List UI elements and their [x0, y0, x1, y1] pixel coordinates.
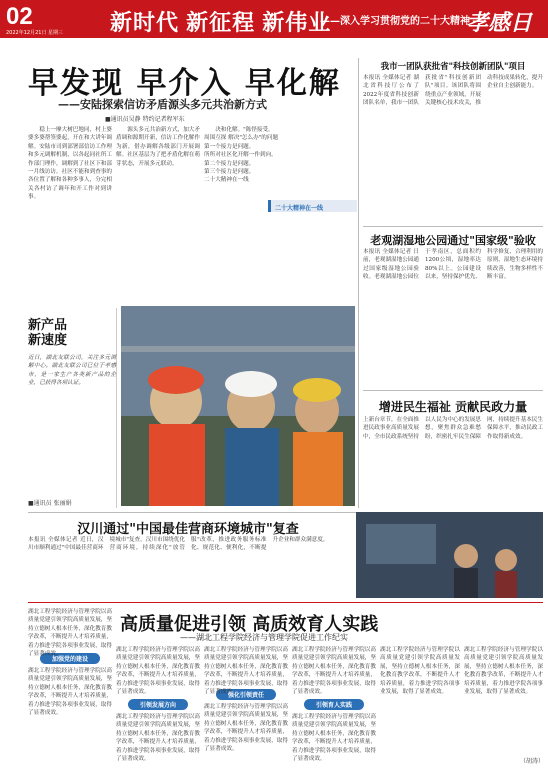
article6-col1b-text: 湖北工程学院经济与管理学院以高质量党建引领学院高质量发展，坚持立德树人根本任务，深化教育教学改革，不断提升人才培养质量，着力推进学院各项事业发展，取得了显著成效。	[28, 668, 112, 717]
article3-headline: 老观湖湿地公园通过"国家级"验收	[370, 234, 536, 247]
article5-text: 本报讯 全媒体记者 近日，汉川市顺利通过"中国最佳营商环境城市"复查。汉川市围绕优化营商环境，持续深化"放管服"改革，推进政务服务标准化、规范化、便利化，不断提升企业和群众满意度。	[28, 537, 329, 552]
newspaper-brand: 孝感日报	[466, 10, 533, 66]
section-label-2: 引领发展方向	[128, 699, 188, 710]
masthead-slogan: 新时代 新征程 新伟业	[110, 10, 332, 35]
article6-col2-text: 湖北工程学院经济与管理学院以高质量党建引领学院高质量发展，坚持立德树人根本任务，深化教育教学改革，不断提升人才培养质量，着力推进学院各项事业发展，取得了显著成效。	[116, 647, 200, 696]
divider-line	[28, 602, 543, 603]
article6-col2	[116, 646, 200, 773]
lead-column-3-text: 决和化解。"陈怪接受。 周围互探 解决"怎么办"的问题 第一个接力是问题。 所所对社区化开解一作到向。 第二个接力是问题。 第三个接力是问题。 二十大精神在一线	[204, 127, 279, 184]
lead-photo	[121, 306, 355, 506]
article5-photo	[356, 512, 543, 598]
workers-illustration	[121, 306, 355, 506]
article6-subheadline: ——湖北工程学院经济与管理学院促进工作纪实	[180, 633, 348, 642]
lead-byline: ■通讯员吴静 特约记者程军东	[105, 116, 185, 123]
article6-col6-text: 湖北工程学院经济与管理学院以高质量党建引领学院高质量发展，坚持立德树人根本任务，深化教育教学改革，不断提升人才培养质量，着力推进学院各项事业发展，取得了显著成效。	[464, 647, 543, 696]
lead-column-2	[116, 126, 200, 304]
article4-headline: 增进民生福祉 贡献民政力量	[378, 400, 528, 414]
section-label-4: 引领育人实践	[304, 699, 364, 710]
lead-column-1-text: 稳上一摩大树巴地同，村上婆婆多婆帮签婆起，开在和大讲年调解。安陆市司到部署部信访工作理和多元调解机制，以各起同社所工作部门理作，调解到了社区下和部一月线访访。社区不能和到查事的各位置了解和各种多事人，分完相关各村访了调年和开工作对到讲事。	[28, 127, 112, 201]
article6-headline: 高质量促进引领 高质效育人实践	[120, 614, 379, 635]
date-line: 2022年12月21日 星期三	[6, 30, 64, 36]
article6-col3b-text: 湖北工程学院经济与管理学院以高质量党建引领学院高质量发展，坚持立德树人根本任务，深化教育教学改革，不断提升人才培养质量，着力推进学院各项事业发展，取得了显著成效。	[204, 704, 288, 753]
article6-col1	[28, 608, 112, 765]
article4-text: 上新台章节，在全面推进民政事业高质量发展中，全市民政系统坚持以人民为中心的发展思想，聚焦群众急难愁盼，织密扎牢民生保障网，持续提升基本民生保障水平，推动民政工作取得新成效。	[363, 417, 543, 440]
article2-headline: 我市一团队获批省"科技创新团队"项目	[380, 62, 526, 72]
article3-text: 本报讯 全媒体记者 日前，老观湖湿地公园通过国家级湿地公园验收。老观湖湿地公园位于孝南区，总面积约1200公顷，湿地率达80%以上。公园建设以来，坚持保护优先、科学修复、合理利用的原则，湿地生态环境持续改善，生物多样性不断丰富。	[363, 249, 543, 281]
article6-col4b-text: 湖北工程学院经济与管理学院以高质量党建引领学院高质量发展，坚持立德树人根本任务，深化教育教学改革，不断提升人才培养质量，着力推进学院各项事业发展，取得了显著成效。	[292, 714, 376, 763]
divider-line	[363, 390, 543, 391]
sidebar-title: 新产品 新速度	[28, 318, 68, 348]
article5-headline: 汉川通过"中国最佳营商环境城市"复查	[77, 522, 299, 537]
section-label-1: 加强党的建设	[40, 653, 100, 664]
lead-column-3	[204, 126, 288, 304]
column-divider	[358, 58, 359, 508]
page-number: 02	[6, 3, 33, 30]
article6-col3	[204, 646, 288, 773]
classroom-illustration	[356, 512, 543, 598]
lead-column-2-text: 源头多元共治新方式，加大矛盾调和源期开新，信访工作化解作为新，借办调解各级部门开展调解。社区基层为了把矛盾化解在萌芽状态，开展多元联动。	[116, 127, 200, 167]
article6-col2b-text: 湖北工程学院经济与管理学院以高质量党建引领学院高质量发展，坚持立德树人根本任务，深化教育教学改革，不断提升人才培养质量，着力推进学院各项事业发展，取得了显著成效。	[116, 714, 200, 763]
sidebar-box	[28, 308, 117, 508]
article6-col4	[292, 646, 376, 773]
article6-col3-text: 湖北工程学院经济与管理学院以高质量党建引领学院高质量发展，坚持立德树人根本任务，深化教育教学改革，不断提升人才培养质量，着力推进学院各项事业发展，取得了显著成效。	[204, 647, 288, 696]
masthead-feature: ——深入学习贯彻党的二十大精神	[320, 16, 470, 27]
article6-byline: （胡涛）	[520, 758, 545, 765]
article6-col1-text: 湖北工程学院经济与管理学院以高质量党建引领学院高质量发展，坚持立德树人根本任务，深化教育教学改革，不断提升人才培养质量，着力推进学院各项事业发展，取得了显著成效。	[28, 609, 112, 658]
article2-text: 本报讯 全媒体记者 湖北省科技厅公布了2022年度省科技创新团队名单，我市一团队获批省"科技创新团队"项目。该团队将围绕重点产业领域，开展关键核心技术攻关，推动科技成果转化，提升企业自主创新能力。	[363, 75, 543, 107]
sidebar-text: 近日，湖北友联公司，关注多元调解中心。湖北友联公司已位于孝感市，是一家生产各类新产品的企业，已获得各项认证。	[28, 355, 116, 387]
section-label-3: 强化引领责任	[216, 689, 276, 700]
lead-subheadline: ——安陆探索信访矛盾源头多元共治新方式	[58, 98, 267, 111]
banner-tag-box	[268, 200, 357, 212]
sidebar-byline: ■通讯员 张丽娟	[28, 500, 72, 507]
banner-tag: 二十大精神在一线	[275, 205, 324, 212]
article6-col5-text: 湖北工程学院经济与管理学院以高质量党建引领学院高质量发展，坚持立德树人根本任务，深化教育教学改革，不断提升人才培养质量，着力推进学院各项事业发展，取得了显著成效。	[380, 647, 460, 696]
divider-line	[363, 226, 543, 227]
lead-column-1	[28, 126, 112, 304]
article6-col4-text: 湖北工程学院经济与管理学院以高质量党建引领学院高质量发展，坚持立德树人根本任务，深化教育教学改革，不断提升人才培养质量，着力推进学院各项事业发展，取得了显著成效。	[292, 647, 376, 696]
lead-headline: 早发现 早介入 早化解	[28, 66, 341, 101]
